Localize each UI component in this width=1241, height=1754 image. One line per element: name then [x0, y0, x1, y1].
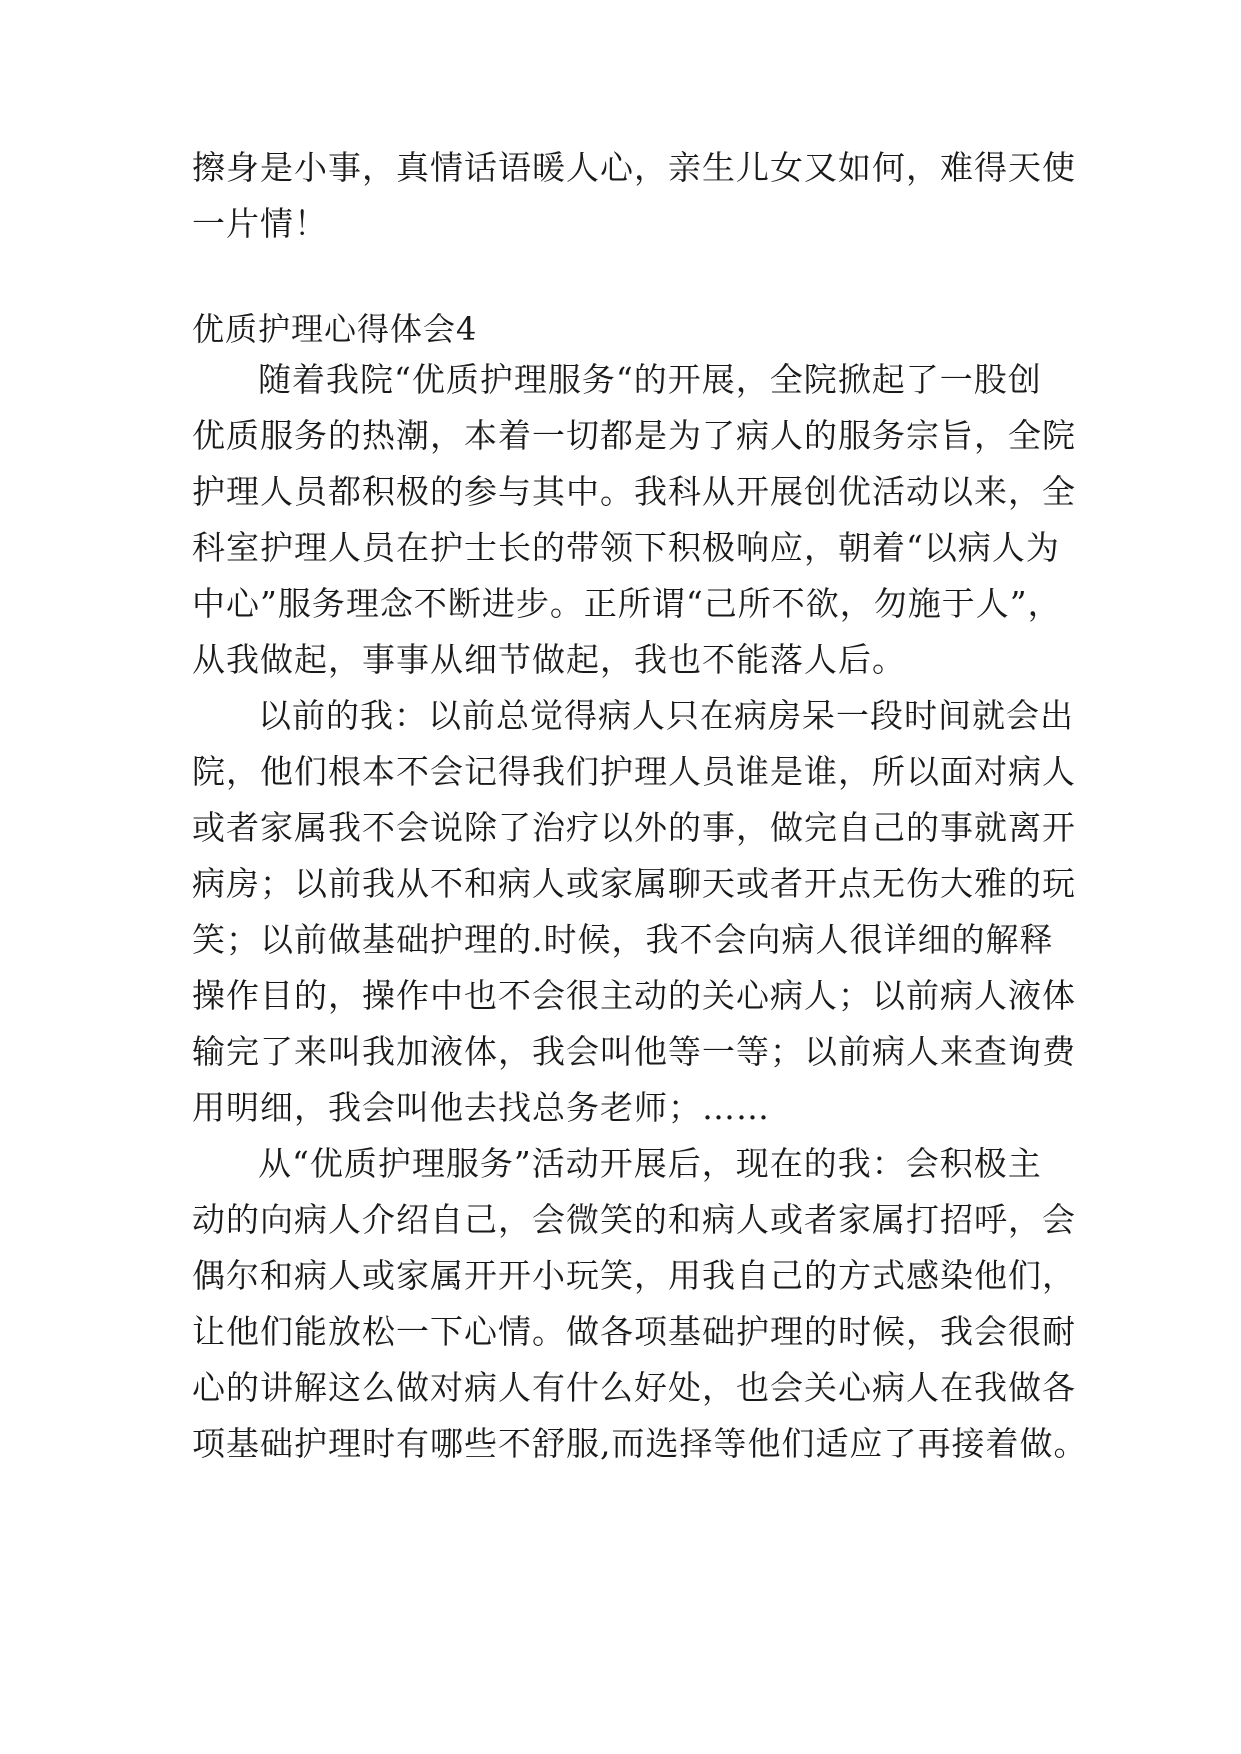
paragraph-line: 或者家属我不会说除了治疗以外的事，做完自己的事就离开: [192, 808, 1076, 847]
paragraph-line: 院，他们根本不会记得我们护理人员谁是谁，所以面对病人: [192, 752, 1076, 791]
section-title: 优质护理心得体会4: [192, 310, 478, 348]
paragraph-line: 病房；以前我从不和病人或家属聊天或者开点无伤大雅的玩: [192, 864, 1076, 903]
paragraph-line: 科室护理人员在护士长的带领下积极响应，朝着“以病人为: [192, 528, 1060, 567]
paragraph-line: 笑；以前做基础护理的.时候，我不会向病人很详细的解释: [192, 920, 1054, 959]
paragraph-line: 心的讲解这么做对病人有什么好处，也会关心病人在我做各: [192, 1368, 1076, 1407]
paragraph-line: 偶尔和病人或家属开开小玩笑，用我自己的方式感染他们，: [192, 1256, 1076, 1295]
intro-line: 一片情！: [192, 204, 328, 243]
intro-line: 擦身是小事，真情话语暖人心，亲生儿女又如何，难得天使: [192, 148, 1076, 187]
paragraph-line: 操作目的，操作中也不会很主动的关心病人；以前病人液体: [192, 976, 1076, 1015]
paragraph-line: 护理人员都积极的参与其中。我科从开展创优活动以来，全: [192, 472, 1076, 511]
paragraph-line: 用明细，我会叫他去找总务老师；……: [192, 1088, 770, 1127]
paragraph-line: 项基础护理时有哪些不舒服,而选择等他们适应了再接着做。: [192, 1424, 1088, 1463]
paragraph-line: 让他们能放松一下心情。做各项基础护理的时候，我会很耐: [192, 1312, 1076, 1351]
paragraph-line: 从“优质护理服务”活动开展后，现在的我：会积极主: [258, 1144, 1042, 1183]
paragraph-line: 以前的我：以前总觉得病人只在病房呆一段时间就会出: [258, 696, 1074, 735]
paragraph-line: 中心”服务理念不断进步。正所谓“己所不欲，勿施于人”，: [192, 584, 1062, 623]
paragraph-line: 优质服务的热潮，本着一切都是为了病人的服务宗旨，全院: [192, 416, 1076, 455]
paragraph-line: 从我做起，事事从细节做起，我也不能落人后。: [192, 640, 906, 679]
paragraph-line: 输完了来叫我加液体，我会叫他等一等；以前病人来查询费: [192, 1032, 1076, 1071]
paragraph-line: 随着我院“优质护理服务“的开展，全院掀起了一股创: [258, 360, 1042, 399]
paragraph-line: 动的向病人介绍自己，会微笑的和病人或者家属打招呼，会: [192, 1200, 1076, 1239]
